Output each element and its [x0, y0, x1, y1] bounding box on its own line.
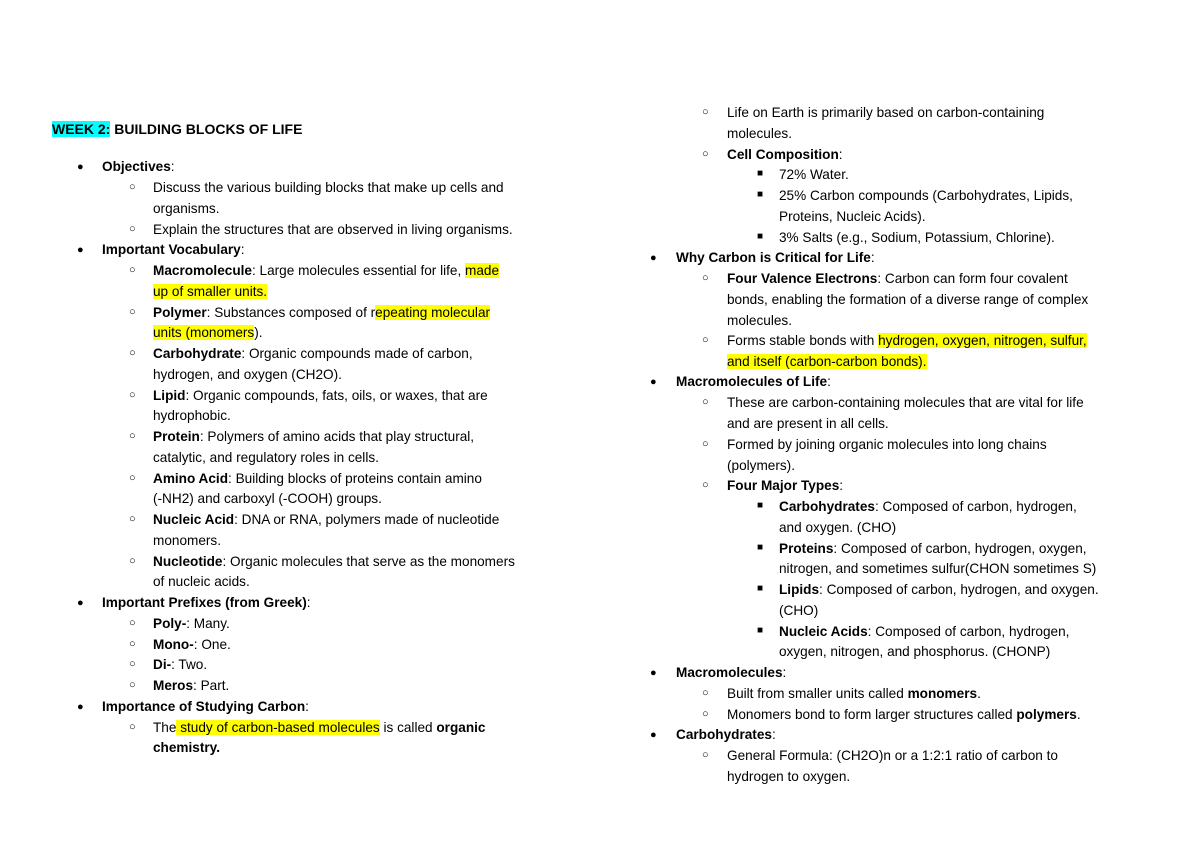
- bullet-dot-icon: ●: [77, 597, 84, 609]
- vocab-polymer: Polymer: Substances composed of repeating molecular: [153, 305, 491, 320]
- circle-bullet-icon: ○: [129, 679, 136, 691]
- bullet-dot-icon: ●: [650, 667, 657, 679]
- list-item: (CHO): [779, 603, 819, 618]
- carbohydrates-heading: Carbohydrates:: [676, 727, 776, 742]
- cell-composition-heading: Cell Composition:: [727, 147, 843, 162]
- circle-bullet-icon: ○: [702, 708, 709, 720]
- prefix-mono: Mono-: One.: [153, 637, 231, 652]
- list-item: (polymers).: [727, 458, 795, 473]
- circle-bullet-icon: ○: [129, 658, 136, 670]
- four-types-heading: Four Major Types:: [727, 478, 844, 493]
- circle-bullet-icon: ○: [129, 181, 136, 193]
- circle-bullet-icon: ○: [702, 272, 709, 284]
- prefix-poly: Poly-: Many.: [153, 616, 230, 631]
- list-item: molecules.: [727, 126, 792, 141]
- prefix-meros: Meros: Part.: [153, 678, 230, 693]
- vocab-protein: Protein: Polymers of amino acids that play structural,: [153, 429, 475, 444]
- vocabulary-heading: Important Vocabulary:: [102, 242, 245, 257]
- page-title: [52, 121, 302, 137]
- circle-bullet-icon: ○: [702, 479, 709, 491]
- macromolecules-heading: Macromolecules:: [676, 665, 787, 680]
- list-item: monomers.: [153, 533, 221, 548]
- type-nucleic-acids: Nucleic Acids: Composed of carbon, hydrogen,: [779, 624, 1070, 639]
- bullet-dot-icon: ●: [77, 244, 84, 256]
- type-proteins: Proteins: Composed of carbon, hydrogen, oxygen,: [779, 541, 1087, 556]
- prefixes-heading: Important Prefixes (from Greek):: [102, 595, 311, 610]
- list-item: hydrophobic.: [153, 408, 231, 423]
- circle-bullet-icon: ○: [129, 555, 136, 567]
- why-carbon-heading: Why Carbon is Critical for Life:: [676, 250, 875, 265]
- list-item: 3% Salts (e.g., Sodium, Potassium, Chlorine).: [779, 230, 1055, 245]
- bullet-dot-icon: ●: [650, 376, 657, 388]
- vocab-amino-acid: Amino Acid: Building blocks of proteins contain amino: [153, 471, 482, 486]
- list-item: of nucleic acids.: [153, 574, 250, 589]
- square-bullet-icon: ■: [757, 583, 764, 594]
- circle-bullet-icon: ○: [702, 687, 709, 699]
- circle-bullet-icon: ○: [129, 638, 136, 650]
- list-item: oxygen, nitrogen, and phosphorus. (CHONP): [779, 644, 1051, 659]
- circle-bullet-icon: ○: [702, 148, 709, 160]
- circle-bullet-icon: ○: [129, 513, 136, 525]
- list-item: and itself (carbon-carbon bonds).: [727, 354, 927, 369]
- list-item: and oxygen. (CHO): [779, 520, 897, 535]
- vocab-lipid: Lipid: Organic compounds, fats, oils, or waxes, that are: [153, 388, 488, 403]
- circle-bullet-icon: ○: [702, 749, 709, 761]
- square-bullet-icon: ■: [757, 542, 764, 553]
- macromolecules-of-life-heading: Macromolecules of Life:: [676, 374, 831, 389]
- week-label: WEEK 2:: [52, 121, 111, 137]
- list-item: up of smaller units.: [153, 284, 268, 299]
- square-bullet-icon: ■: [757, 625, 764, 636]
- list-item: organisms.: [153, 201, 220, 216]
- vocab-nucleotide: Nucleotide: Organic molecules that serve as the monomers: [153, 554, 515, 569]
- circle-bullet-icon: ○: [702, 396, 709, 408]
- circle-bullet-icon: ○: [129, 721, 136, 733]
- list-item: Explain the structures that are observed in living organisms.: [153, 222, 513, 237]
- list-item: and are present in all cells.: [727, 416, 889, 431]
- list-item: chemistry.: [153, 740, 220, 755]
- vocab-carbohydrate: Carbohydrate: Organic compounds made of carbon,: [153, 346, 473, 361]
- bullet-dot-icon: ●: [77, 701, 84, 713]
- circle-bullet-icon: ○: [129, 306, 136, 318]
- circle-bullet-icon: ○: [129, 430, 136, 442]
- list-item: (-NH2) and carboxyl (-COOH) groups.: [153, 491, 382, 506]
- list-item: General Formula: (CH2O)n or a 1:2:1 ratio of carbon to: [727, 748, 1058, 763]
- list-item: 25% Carbon compounds (Carbohydrates, Lipids,: [779, 188, 1073, 203]
- prefix-di: Di-: Two.: [153, 657, 208, 672]
- organic-chemistry-item: The study of carbon-based molecules is called organic: [153, 720, 486, 735]
- objectives-heading: Objectives:: [102, 159, 175, 174]
- square-bullet-icon: ■: [757, 231, 764, 242]
- stable-bonds-item: Forms stable bonds with hydrogen, oxygen, nitrogen, sulfur,: [727, 333, 1087, 348]
- bullet-dot-icon: ●: [77, 161, 84, 173]
- circle-bullet-icon: ○: [702, 106, 709, 118]
- circle-bullet-icon: ○: [129, 389, 136, 401]
- polymers-item: Monomers bond to form larger structures called polymers.: [727, 707, 1081, 722]
- circle-bullet-icon: ○: [129, 223, 136, 235]
- circle-bullet-icon: ○: [129, 472, 136, 484]
- list-item: units (monomers).: [153, 325, 263, 340]
- circle-bullet-icon: ○: [702, 334, 709, 346]
- bullet-dot-icon: ●: [650, 729, 657, 741]
- list-item: Life on Earth is primarily based on carbon-containing: [727, 105, 1045, 120]
- vocab-nucleic-acid: Nucleic Acid: DNA or RNA, polymers made of nucleotide: [153, 512, 500, 527]
- list-item: hydrogen to oxygen.: [727, 769, 851, 784]
- carbon-heading: Importance of Studying Carbon:: [102, 699, 309, 714]
- title-text: BUILDING BLOCKS OF LIFE: [110, 121, 303, 137]
- circle-bullet-icon: ○: [702, 438, 709, 450]
- list-item: hydrogen, and oxygen (CH2O).: [153, 367, 342, 382]
- list-item: Formed by joining organic molecules into long chains: [727, 437, 1047, 452]
- valence-item: Four Valence Electrons: Carbon can form four covalent: [727, 271, 1068, 286]
- list-item: Discuss the various building blocks that make up cells and: [153, 180, 504, 195]
- list-item: catalytic, and regulatory roles in cells.: [153, 450, 379, 465]
- circle-bullet-icon: ○: [129, 264, 136, 276]
- circle-bullet-icon: ○: [129, 617, 136, 629]
- type-lipids: Lipids: Composed of carbon, hydrogen, and oxygen.: [779, 582, 1099, 597]
- square-bullet-icon: ■: [757, 189, 764, 200]
- list-item: bonds, enabling the formation of a diverse range of complex: [727, 292, 1089, 307]
- type-carbohydrates: Carbohydrates: Composed of carbon, hydrogen,: [779, 499, 1077, 514]
- monomers-item: Built from smaller units called monomers.: [727, 686, 981, 701]
- list-item: Proteins, Nucleic Acids).: [779, 209, 926, 224]
- circle-bullet-icon: ○: [129, 347, 136, 359]
- list-item: molecules.: [727, 313, 792, 328]
- list-item: nitrogen, and sometimes sulfur(CHON sometimes S): [779, 561, 1097, 576]
- vocab-macromolecule: Macromolecule: Large molecules essential for life, made: [153, 263, 500, 278]
- bullet-dot-icon: ●: [650, 252, 657, 264]
- square-bullet-icon: ■: [757, 168, 764, 179]
- square-bullet-icon: ■: [757, 500, 764, 511]
- list-item: These are carbon-containing molecules that are vital for life: [727, 395, 1084, 410]
- list-item: 72% Water.: [779, 167, 849, 182]
